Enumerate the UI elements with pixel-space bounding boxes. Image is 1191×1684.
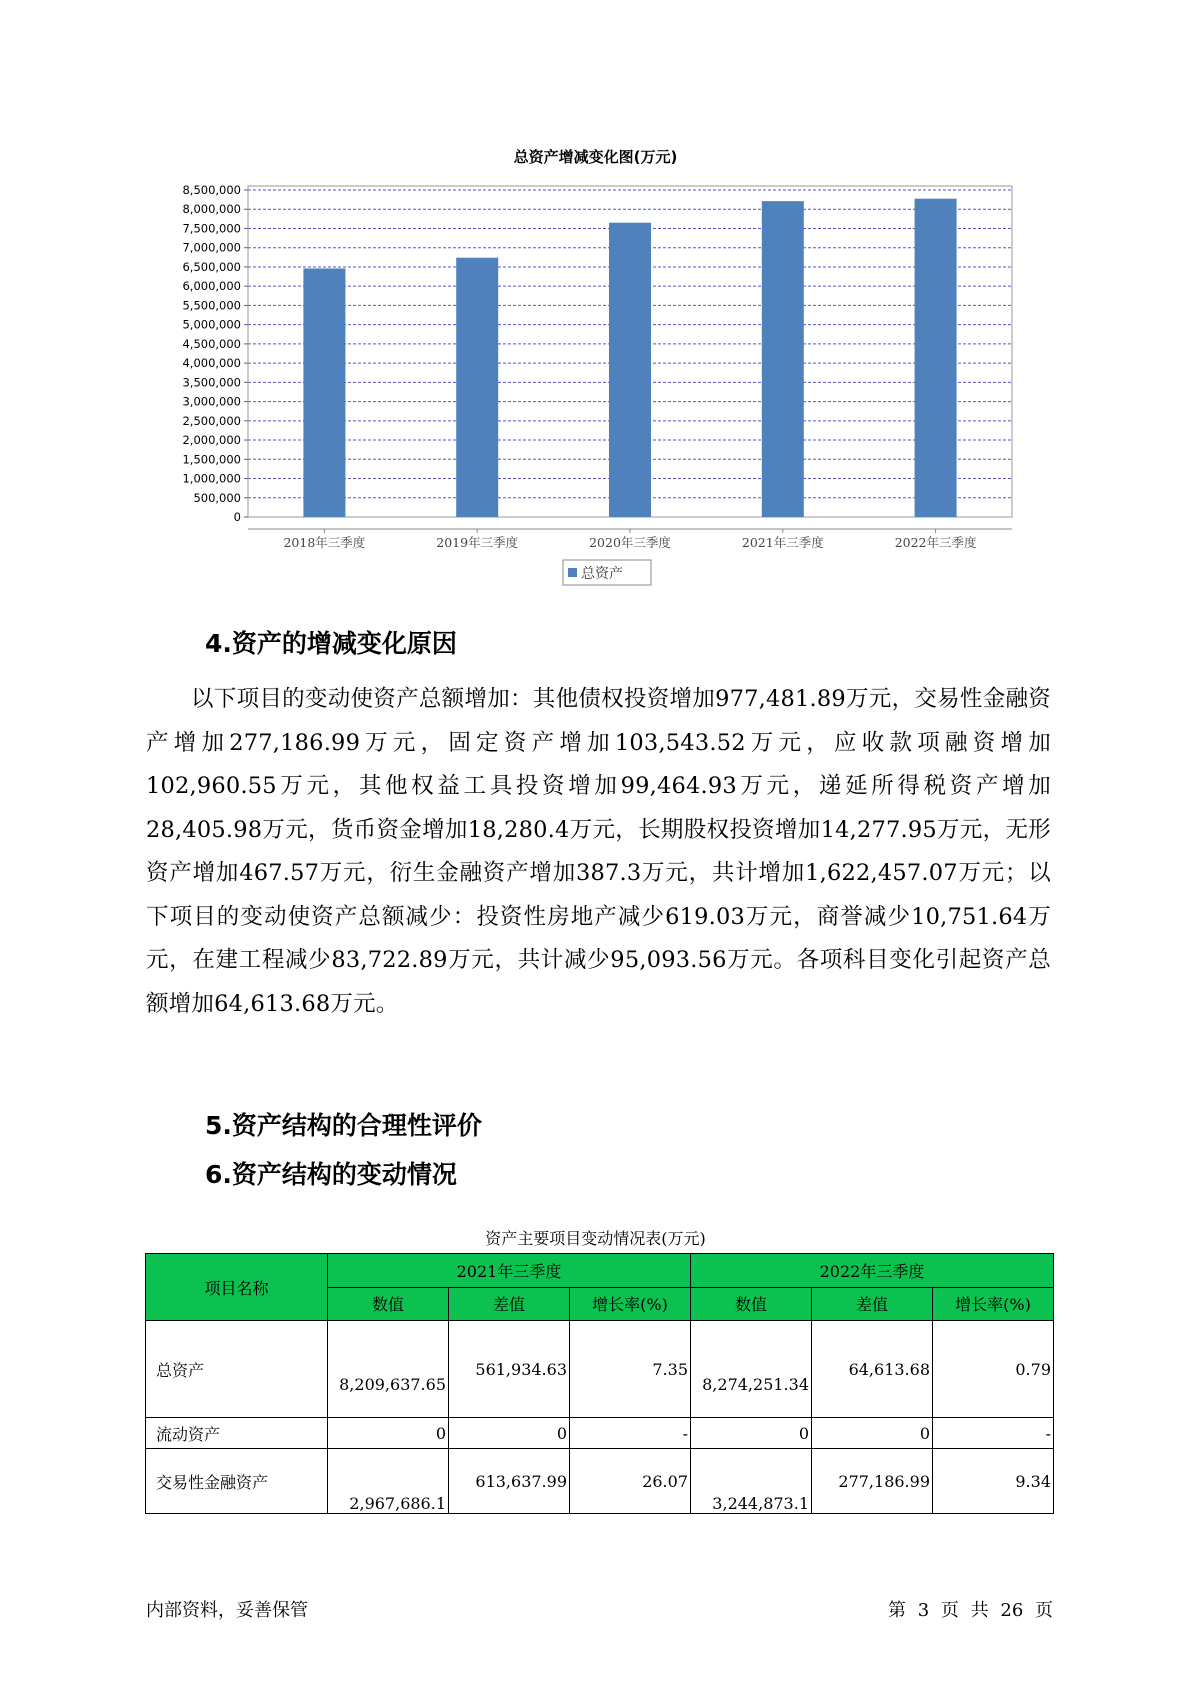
chart-bars <box>303 199 956 517</box>
bar <box>762 201 804 517</box>
chart-title: 总资产增减变化图(万元) <box>513 148 678 166</box>
row-name: 流动资产 <box>146 1418 328 1449</box>
y-tick-label: 3,500,000 <box>182 375 241 390</box>
legend-label: 总资产 <box>581 566 623 582</box>
x-tick-label: 2022年三季度 <box>894 535 977 550</box>
chart-labels <box>182 183 977 550</box>
chart-legend <box>563 560 651 585</box>
sub-header-diff: 差值 <box>812 1287 933 1321</box>
bar <box>303 268 345 517</box>
section-4-paragraph <box>146 678 1051 1026</box>
cell-rate: 9.34 <box>933 1449 1054 1514</box>
col-header-period-2022: 2022年三季度 <box>691 1254 1054 1288</box>
y-tick-label: 6,000,000 <box>182 279 241 294</box>
y-tick-label: 4,000,000 <box>182 356 241 371</box>
cell-text: 8,274,251.34 <box>702 1375 809 1394</box>
y-tick-label: 2,000,000 <box>182 433 241 448</box>
table-row <box>146 1418 1054 1449</box>
x-tick-label: 2020年三季度 <box>589 535 671 550</box>
col-header-item: 项目名称 <box>146 1254 328 1321</box>
y-tick-label: 5,000,000 <box>182 317 241 332</box>
y-tick-label: 500,000 <box>193 490 241 505</box>
cell-diff: 613,637.99 <box>449 1449 570 1514</box>
section-5-heading: 5.资产结构的合理性评价 <box>205 1111 482 1140</box>
sub-header-value: 数值 <box>328 1287 449 1321</box>
cell-rate: 0.79 <box>933 1321 1054 1418</box>
cell-rate: 26.07 <box>570 1449 691 1514</box>
x-tick-label: 2018年三季度 <box>283 535 366 550</box>
y-tick-label: 7,500,000 <box>182 221 241 236</box>
y-tick-label: 7,000,000 <box>182 240 241 255</box>
footer-confidential-note: 内部资料，妥善保管 <box>146 1600 308 1621</box>
cell-value: 3,244,873.1 <box>691 1449 812 1514</box>
cell-diff: 64,613.68 <box>812 1321 933 1418</box>
y-tick-label: 5,500,000 <box>182 298 241 313</box>
sub-header-rate: 增长率(%) <box>933 1287 1054 1321</box>
cell-rate: - <box>570 1418 691 1449</box>
cell-text: 8,209,637.65 <box>339 1375 446 1394</box>
cell-value: 0 <box>691 1418 812 1449</box>
y-tick-label: 8,000,000 <box>182 202 241 217</box>
footer-page-number: 第 3 页 共 26 页 <box>888 1600 1053 1621</box>
sub-header-rate: 增长率(%) <box>570 1287 691 1321</box>
x-tick-label: 2019年三季度 <box>436 535 519 550</box>
y-tick-label: 6,500,000 <box>182 259 241 274</box>
bar <box>609 223 651 517</box>
sub-header-diff: 差值 <box>449 1287 570 1321</box>
y-tick-label: 3,000,000 <box>182 394 241 409</box>
section-6-heading: 6.资产结构的变动情况 <box>205 1160 457 1189</box>
col-header-period-2021: 2021年三季度 <box>328 1254 691 1288</box>
cell-value: 2,967,686.1 <box>328 1449 449 1514</box>
section-4-heading: 4.资产的增减变化原因 <box>205 629 457 658</box>
asset-change-table <box>145 1253 1054 1514</box>
cell-rate: - <box>933 1418 1054 1449</box>
x-tick-label: 2021年三季度 <box>741 535 824 550</box>
y-tick-label: 1,500,000 <box>182 452 241 467</box>
cell-diff: 561,934.63 <box>449 1321 570 1418</box>
cell-diff: 277,186.99 <box>812 1449 933 1514</box>
table-row <box>146 1449 1054 1514</box>
cell-value <box>691 1321 812 1418</box>
row-name: 总资产 <box>146 1321 328 1418</box>
y-tick-label: 1,000,000 <box>182 471 241 486</box>
bar <box>915 199 957 517</box>
y-tick-label: 0 <box>233 510 241 524</box>
cell-diff: 0 <box>812 1418 933 1449</box>
cell-value: 0 <box>328 1418 449 1449</box>
cell-rate: 7.35 <box>570 1321 691 1418</box>
row-name: 交易性金融资产 <box>146 1449 328 1514</box>
cell-value <box>328 1321 449 1418</box>
bar <box>456 258 498 517</box>
legend-swatch <box>568 568 577 577</box>
table-row <box>146 1321 1054 1418</box>
sub-header-value: 数值 <box>691 1287 812 1321</box>
y-tick-label: 4,500,000 <box>182 336 241 351</box>
total-assets-bar-chart <box>0 0 1191 600</box>
change-reason-text: 以下项目的变动使资产总额增加：其他债权投资增加977,481.89万元，交易性金融资产增加277,186.99万元，固定资产增加103,543.52万元，应收款项融资增加102,960.55万元，其他权益工具投资增加99,464.93万元，递延所得税资产增加28,405.98万元，货币资金增加18,280.4万元，长期股权投资增加14,277.95万元，无形资产增加467.57万元，衍生金融资产增加387.3万元，共计增加1,622,457.07万元；以下项目的变动使资产总额减少：投资性房地产减少619.03万元，商誉减少10,751.64万元，在建工程减少83,722.89万元，共计减少95,093.56万元。各项科目变化引起资产总额增加64,613.68万元。 <box>146 686 1051 1017</box>
y-tick-label: 8,500,000 <box>182 183 241 197</box>
cell-diff: 0 <box>449 1418 570 1449</box>
table-caption: 资产主要项目变动情况表(万元) <box>485 1229 706 1248</box>
y-tick-label: 2,500,000 <box>182 413 241 428</box>
